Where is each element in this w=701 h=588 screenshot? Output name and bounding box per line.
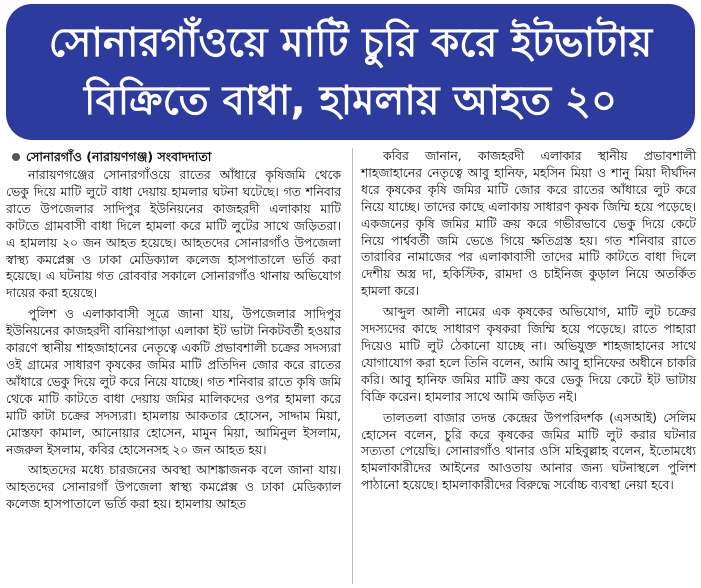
byline — [6, 148, 341, 165]
paragraph: তালতলা বাজার তদন্ত কেন্দ্রের উপপরিদর্শক (এসআই) সেলিম হোসেন বলেন, চুরি করে কৃষকের জমির মাটি লুট করার ঘটনার সত্যতা পেয়েছি। সোনারগাঁও থানার ওসি মহিবুল্লাহ বলেন, ইতোমধ্যে হামলাকারীদের আইনের আওতায় আনার জন্য ঘটনাস্থলে পুলিশ পাঠানো হয়েছে। হামলাকারীদের বিরুদ্ধে সর্বোচ্চ ব্যবস্থা নেয়া হবে। — [361, 410, 696, 493]
headline-line-1: সোনারগাঁওয়ে মাটি চুরি করে ইটভাটায় — [48, 20, 653, 66]
article-column-right — [361, 148, 696, 498]
byline-text: সোনারগাঁও (নারায়ণগঞ্জ) সংবাদদাতা — [26, 149, 212, 164]
paragraph: নারায়ণগঞ্জের সোনারগাঁওয়ে রাতের আঁধারে কৃষিজমি থেকে ভেকু দিয়ে মাটি লুটে বাধা দেয়ায় হামলার ঘটনা ঘটেছে। গত শনিবার রাতে উপজেলার সাদিপুর ইউনিয়নের কাজহরদী এলাকায় মাটি কাটতে গ্রামবাসী বাধা দিলে হামলা করে মাটি লুটের সাথে জড়িতরা। এ হামলায় ২০ জন আহত হয়েছে। আহতদের সোনারগাঁও উপজেলা স্বাস্থ্য কমপ্লেক্স ও ঢাকা মেডিক্যাল কলেজ হাসপাতালে ভর্তি করা হয়েছে। এ ঘটনায় গত রোববার সকালে সোনারগাঁও থানায় অভিযোগ দায়ের করা হয়েছে। — [6, 168, 341, 301]
headline-banner — [6, 4, 695, 140]
article-column-left — [6, 148, 341, 517]
headline-line-2: বিক্রিতে বাধা, হামলায় আহত ২০ — [84, 78, 617, 124]
paragraph: পুলিশ ও এলাকাবাসী সূত্রে জানা যায়, উপজেলার সাদিপুর ইউনিয়নের কাজহরদী বানিয়াপাড়া এলাকা ইট ভাটা নিকটবর্তী হওয়ার কারণে স্থানীয় শাহজাহানের নেতৃত্বে একটি প্রভাবশালী চক্রের সদস্যরা ওই গ্রামের সাধারণ কৃষকের জমির মাটি প্রতিদিন জোর করে রাতের আঁধারে ভেকু দিয়ে লুট করে নিয়ে যাচ্ছে। গত শনিবার রাতে কৃষি জমি থেকে মাটি কাটতে বাধা দেয়ায় জমির মালিকদের ওপর হামলা করে মাটি কাটা চক্রের সদস্যরা। হামলায় আকতার হোসেন, সাদ্দাম মিয়া, মোস্তফা কামাল, আনোয়ার হোসেন, মামুন মিয়া, আমিনুল ইসলাম, নজরুল ইসলাম, কবির হোসেনসহ ২০ জন আহত হয়। — [6, 307, 341, 457]
bullet-icon — [12, 153, 20, 161]
paragraph: আহতদের মধ্যে চারজনের অবস্থা আশঙ্কাজনক বলে জানা যায়। আহতদের সোনারগাঁ উপজেলা স্বাস্থ্য কমপ্লেক্স ও ঢাকা মেডিক্যাল কলেজ হাসপাতালে ভর্তি করা হয়। হামলায় আহত — [6, 463, 341, 512]
paragraph: কবির জানান, কাজহরদী এলাকার স্থানীয় প্রভাবশালী শাহজাহানের নেতৃত্বে আবু হানিফ, মহসিন মিয়া ও শানু মিয়া দীর্ঘদিন ধরে কৃষকের কৃষি জমির মাটি জোর করে রাতের আঁধারে লুট করে নিয়ে যাচ্ছে। তাদের কাছে এলাকায় সাধারণ কৃষক জিম্মি হয়ে পড়েছে। একজনের কৃষি জমির মাটি ক্রয় করে গভীরভাবে ভেকু দিয়ে কেটে নিয়ে পার্শ্ববর্তী জমি ভেঙে গিয়ে ক্ষতিগ্রস্ত হয়। গত শনিবার রাতে তারাবির নামাজের পর এলাকাবাসী তাদের মাটি কাটতে বাধা দিলে দেশীয় অস্ত্র দা, হকিস্টিক, রামদা ও চাইনিজ কুড়াল নিয়ে অতর্কিত হামলা করে। — [361, 149, 696, 299]
column-divider — [352, 148, 353, 584]
paragraph: আব্দুল আলী নামের এক কৃষকের অভিযোগ, মাটি লুট চক্রের সদস্যদের কাছে সাধারণ কৃষকরা জিম্মি হয়ে পড়েছে। রাতে পাহারা দিয়েও মাটি লুট ঠেকানো যাচ্ছে না। অভিযুক্ত শাহজাহানের সাথে যোগাযোগ করা হলে তিনি বলেন, আমি আবু হানিফের অধীনে চাকরি করি। আবু হানিফ জমির মাটি ক্রয় করে ভেকু দিয়ে কেটে ইট ভাটায় বিক্রি করেন। হামলার সাথে আমি জড়িত নই। — [361, 305, 696, 404]
